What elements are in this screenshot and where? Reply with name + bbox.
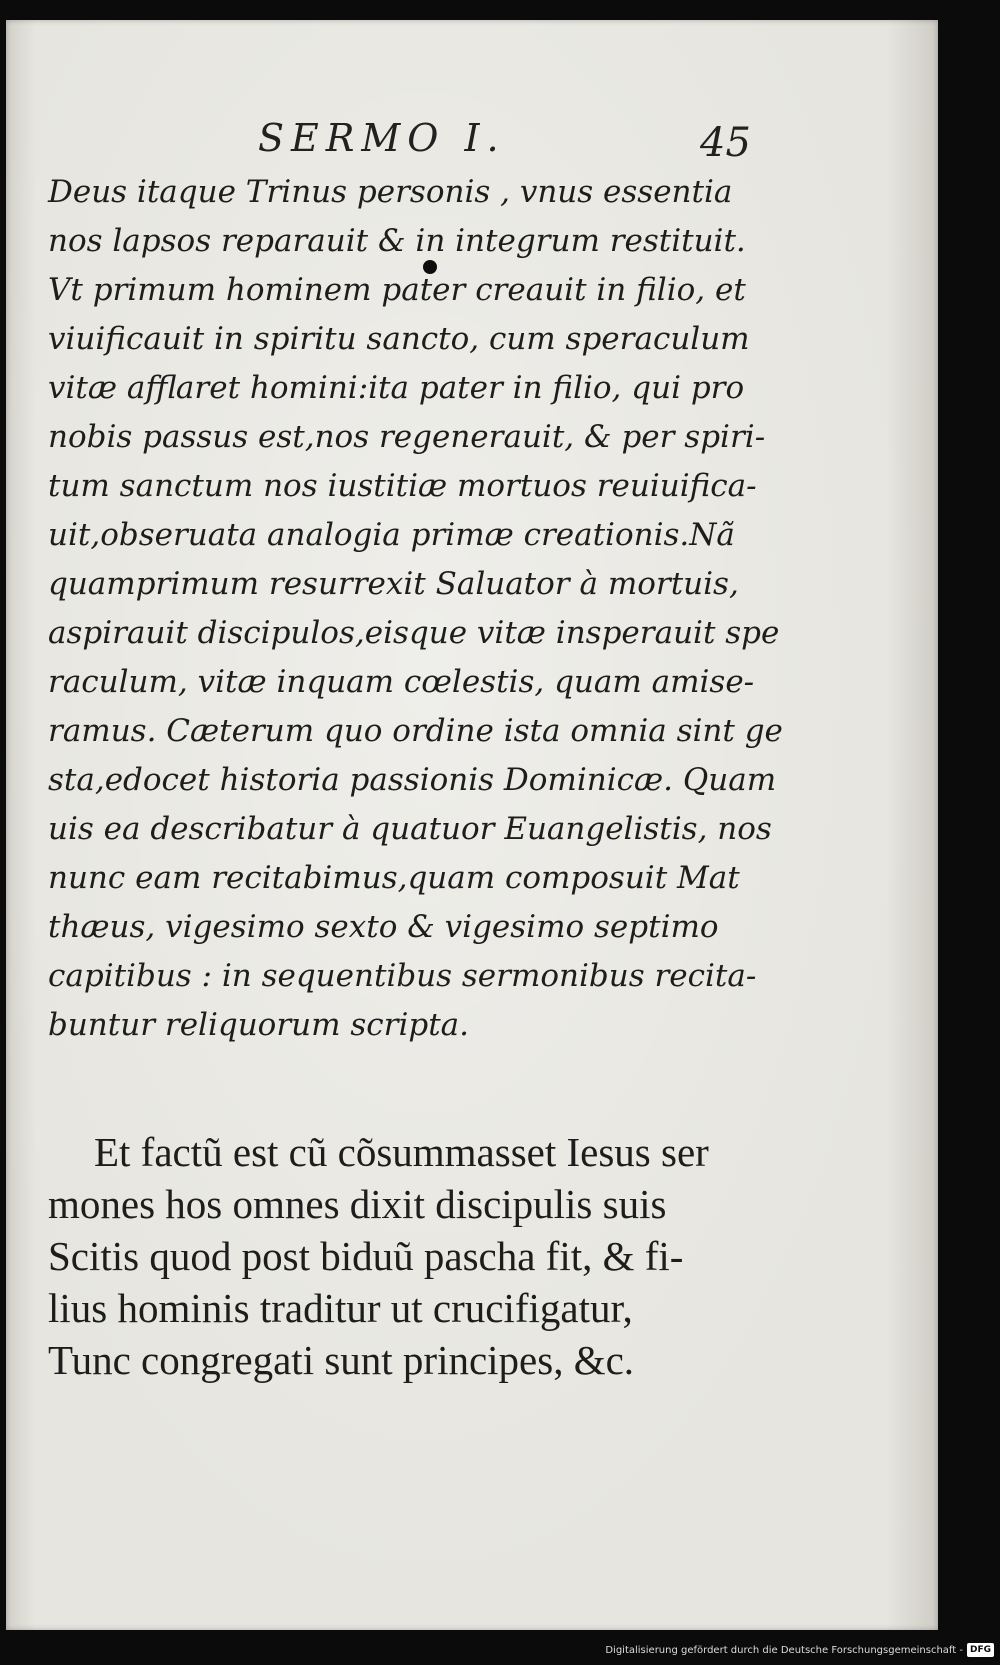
text-line: Tunc congregati sunt principes, &c. xyxy=(48,1337,635,1383)
text-line: Deus itaque Trinus personis , vnus essentia xyxy=(48,174,733,210)
text-line: tum sanctum nos iustitiæ mortuos reuiuifica- xyxy=(48,468,757,504)
dfg-logo-icon: DFG xyxy=(967,1643,994,1657)
text-line: viuificauit in spiritu sancto, cum speraculum xyxy=(48,321,750,357)
text-line: nos lapsos reparauit & in integrum restituit. xyxy=(48,223,746,259)
page-number: 45 xyxy=(700,120,751,166)
text-line: ramus. Cæterum quo ordine ista omnia sint ge xyxy=(48,713,783,749)
text-line: capitibus : in sequentibus sermonibus recita- xyxy=(48,958,757,994)
text-line: uis ea describatur à quatuor Euangelistis, nos xyxy=(48,811,772,847)
text-line: raculum, vitæ inquam cœlestis, quam amise- xyxy=(48,664,755,700)
page-header xyxy=(6,116,938,166)
text-line: aspirauit discipulos,eisque vitæ insperauit spe xyxy=(48,615,780,651)
text-line: lius hominis traditur ut crucifigatur, xyxy=(48,1285,633,1331)
scripture-paragraph xyxy=(48,1126,768,1386)
text-line: Scitis quod post biduũ pascha fit, & fi- xyxy=(48,1233,684,1279)
text-line: uit,obseruata analogia primæ creationis.Nã xyxy=(48,517,735,553)
text-line: Vt primum hominem pater creauit in filio, et xyxy=(48,272,746,308)
text-line: nobis passus est,nos regenerauit, & per spiri- xyxy=(48,419,766,455)
book-page xyxy=(6,20,938,1630)
italic-paragraph xyxy=(48,168,783,1050)
text-line: nunc eam recitabimus,quam composuit Mat xyxy=(48,860,740,896)
text-line: buntur reliquorum scripta. xyxy=(48,1007,470,1043)
text-line: quamprimum resurrexit Saluator à mortuis, xyxy=(48,566,739,602)
text-line: vitæ afflaret homini:ita pater in filio, qui pro xyxy=(48,370,745,406)
digitization-footer xyxy=(605,1639,994,1661)
text-line: mones hos omnes dixit discipulis suis xyxy=(48,1181,667,1227)
funding-credit: Digitalisierung gefördert durch die Deutsche Forschungsgemeinschaft - xyxy=(605,1644,963,1656)
running-head: SERMO I. xyxy=(258,116,506,160)
text-line: thæus, vigesimo sexto & vigesimo septimo xyxy=(48,909,719,945)
text-line: Et factũ est cũ cõsummasset Iesus ser xyxy=(94,1129,709,1175)
text-line: sta,edocet historia passionis Dominicæ. Quam xyxy=(48,762,777,798)
